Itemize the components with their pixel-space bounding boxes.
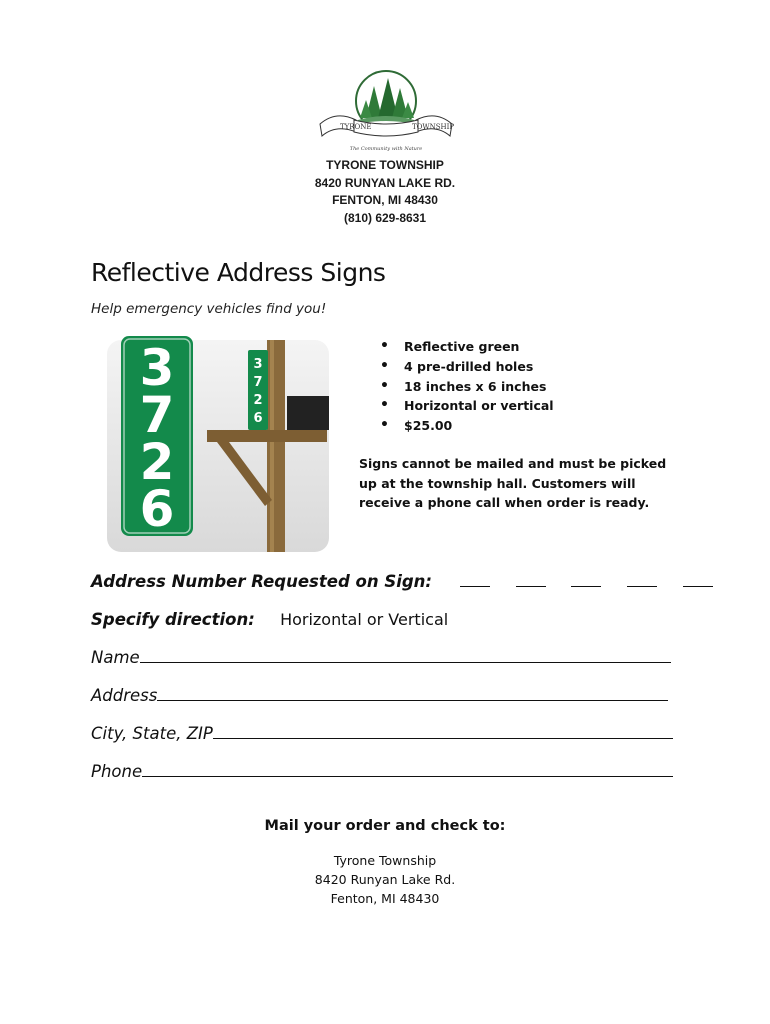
- small-sign-digit: 6: [253, 411, 263, 426]
- header-phone: (810) 629-8631: [343, 210, 427, 225]
- mail-line-city: Fenton, MI 48430: [330, 891, 440, 906]
- name-field[interactable]: [140, 649, 671, 663]
- digit-blank[interactable]: [627, 573, 657, 587]
- city-state-zip-label: City, State, ZIP: [91, 724, 213, 743]
- address-row: [91, 686, 668, 705]
- address-label: Address: [91, 686, 158, 705]
- feature-item: • 4 pre-drilled holes: [380, 357, 554, 377]
- direction-row: [91, 610, 448, 629]
- digit-blank[interactable]: [683, 573, 713, 587]
- mail-address: [0, 851, 770, 908]
- logo-banner-left: TYRONE: [340, 123, 372, 131]
- feature-item: • Horizontal or vertical: [380, 396, 554, 416]
- phone-label: Phone: [91, 762, 143, 781]
- page-title: Reflective Address Signs: [91, 258, 386, 287]
- name-row: [91, 648, 671, 667]
- feature-item: • 18 inches x 6 inches: [380, 377, 554, 397]
- feature-item: • $25.00: [380, 416, 554, 436]
- page-subtitle: Help emergency vehicles find you!: [91, 301, 327, 317]
- digit-blank[interactable]: [516, 573, 546, 587]
- large-sign-digit: 3: [139, 339, 175, 397]
- direction-options[interactable]: Horizontal or Vertical: [280, 610, 449, 629]
- feature-item: • Reflective green: [380, 337, 554, 357]
- address-sign-photo: [107, 330, 347, 560]
- digit-blank[interactable]: [460, 573, 490, 587]
- township-seal-logo: [316, 66, 456, 154]
- small-sign-digit: 7: [253, 375, 263, 390]
- large-sign-digit: 7: [139, 386, 175, 444]
- phone-row: [91, 762, 673, 781]
- header-street: 8420 RUNYAN LAKE RD.: [314, 175, 456, 190]
- small-sign-digit: 3: [253, 357, 263, 372]
- digit-blank[interactable]: [571, 573, 601, 587]
- feature-list: [380, 337, 554, 436]
- city-state-zip-field[interactable]: [213, 725, 673, 739]
- phone-field[interactable]: [142, 763, 673, 777]
- township-header: [0, 157, 770, 227]
- name-label: Name: [91, 648, 140, 667]
- header-city: FENTON, MI 48430: [332, 193, 438, 207]
- mail-heading: Mail your order and check to:: [264, 818, 506, 834]
- address-number-label: Address Number Requested on Sign:: [91, 572, 433, 591]
- logo-tagline: The Community with Nature: [349, 146, 423, 152]
- address-number-row: [91, 572, 713, 591]
- small-sign-digit: 2: [253, 393, 263, 408]
- address-field[interactable]: [157, 687, 668, 701]
- direction-label: Specify direction:: [91, 610, 255, 629]
- pickup-notice: Signs cannot be mailed and must be picked up at the township hall. Customers will receive a phone call when order is ready.: [359, 456, 667, 510]
- logo-banner-right: TOWNSHIP: [412, 123, 455, 131]
- large-sign-digit: 6: [139, 480, 175, 538]
- city-row: [91, 724, 673, 743]
- mail-line-street: 8420 Runyan Lake Rd.: [314, 872, 456, 887]
- large-sign-digit: 2: [139, 433, 175, 491]
- header-org: TYRONE TOWNSHIP: [326, 158, 444, 172]
- mail-line-org: Tyrone Township: [333, 853, 437, 868]
